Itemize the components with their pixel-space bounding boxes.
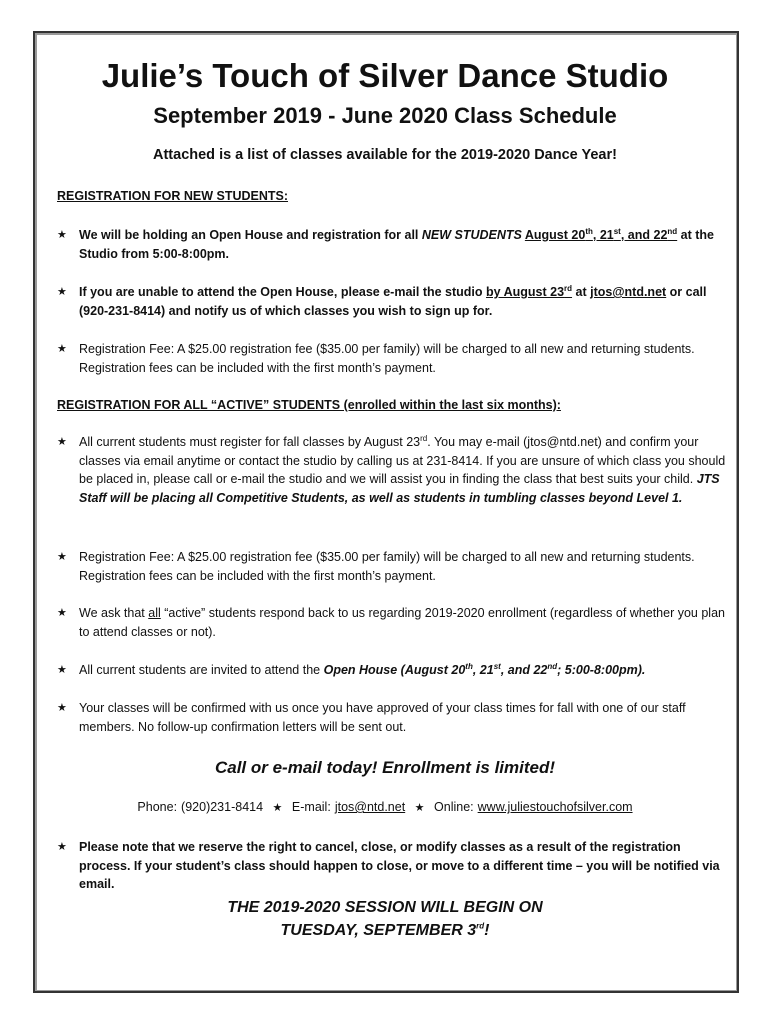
- new-students-bullet-email: [57, 283, 729, 320]
- intro-text: Attached is a list of classes available for the 2019-2020 Dance Year!: [153, 147, 617, 163]
- bullet-text: [79, 226, 729, 263]
- text-run: or call (920-231-8414) and notify us of which classes you wish to sign up for.: [79, 285, 707, 318]
- text-run: , and 22: [500, 663, 548, 677]
- star-bullet-icon: ★: [57, 229, 67, 241]
- text-run: all: [148, 606, 161, 620]
- page-subtitle: September 2019 - June 2020 Class Schedule: [153, 103, 617, 128]
- text-run: If you are unable to attend the Open House, please e-mail the studio: [79, 285, 487, 299]
- active-students-bullet-confirm: [57, 699, 729, 736]
- text-run: We will be holding an Open House and registration for all: [79, 228, 422, 242]
- active-students-heading: REGISTRATION FOR ALL “ACTIVE” STUDENTS (enrolled within the last six months):: [57, 398, 561, 412]
- open-house-dates: [324, 663, 646, 677]
- text-run: All current students are invited to attend the: [79, 663, 324, 677]
- notice-bullet: [57, 838, 729, 894]
- superscript: th: [465, 661, 473, 671]
- text-run: at: [572, 285, 591, 299]
- text-run: NEW STUDENTS: [421, 228, 522, 242]
- text-run: . You may e-mail (jtos@ntd.net) and confirm your classes via email anytime or contact the studio by calling us at 231-8414. If you are unsure of which class you should be placed in, please call or e-mail the studio and we will assist you in finding the class that best suits your child.: [79, 435, 726, 486]
- bullet-text: Registration Fee: A $25.00 registration fee ($35.00 per family) will be charged to all new and returning students. Registration fees can be included with the first month’s payment.: [79, 342, 695, 375]
- text-run: , 21: [592, 228, 614, 242]
- star-bullet-icon: ★: [57, 841, 67, 853]
- new-students-heading: REGISTRATION FOR NEW STUDENTS:: [57, 189, 289, 203]
- superscript: st: [613, 226, 621, 236]
- text-run: !: [484, 922, 490, 939]
- star-bullet-icon: ★: [57, 286, 67, 298]
- staff-placement-note: JTS Staff will be placing all Competitive Students, as well as students in tumbling classes beyond Level 1.: [79, 472, 720, 505]
- superscript: nd: [547, 661, 558, 671]
- superscript: rd: [420, 433, 428, 443]
- email-link[interactable]: jtos@ntd.net: [334, 800, 406, 814]
- new-students-bullet-open-house: [57, 226, 729, 263]
- superscript: nd: [667, 226, 678, 236]
- bullet-text: [79, 661, 729, 680]
- online-label: Online:: [434, 800, 474, 814]
- text-run: TUESDAY, SEPTEMBER 3: [280, 922, 477, 939]
- text-run: We ask that: [79, 606, 149, 620]
- website-link[interactable]: www.juliestouchofsilver.com: [477, 800, 633, 814]
- open-house-dates: [525, 228, 677, 242]
- phone-label: Phone:: [137, 800, 178, 814]
- bullet-text: Please note that we reserve the right to cancel, close, or modify classes as a result of the registration process. If your student’s class should happen to close, or move to a different time – you will be notified via email.: [79, 840, 720, 891]
- bullet-text: Your classes will be confirmed with us once you have approved of your class times for fall with one of our staff members. No follow-up confirmation letters will be sent out.: [79, 701, 686, 734]
- text-run: , and 22: [620, 228, 668, 242]
- deadline-date: [486, 285, 572, 299]
- star-separator-icon: ★: [414, 802, 425, 814]
- session-start-line1: THE 2019-2020 SESSION WILL BEGIN ON: [227, 899, 543, 916]
- call-to-action: Call or e-mail today! Enrollment is limited!: [214, 758, 556, 777]
- superscript: rd: [476, 921, 485, 931]
- text-run: August 20: [524, 228, 586, 242]
- bullet-text: [79, 604, 729, 641]
- bullet-text: Registration Fee: A $25.00 registration fee ($35.00 per family) will be charged to all new and returning students. Registration fees can be included with the first month’s payment.: [79, 550, 695, 583]
- bullet-text: [79, 283, 729, 320]
- active-students-bullet-open-house: [57, 661, 729, 680]
- page-title: Julie’s Touch of Silver Dance Studio: [101, 57, 669, 94]
- star-bullet-icon: ★: [57, 664, 67, 676]
- star-bullet-icon: ★: [57, 436, 67, 448]
- active-students-bullet-register: [57, 433, 729, 507]
- superscript: st: [493, 661, 501, 671]
- text-run: at the Studio from 5:00-8:00pm.: [79, 228, 714, 261]
- text-run: , 21: [472, 663, 494, 677]
- text-run: All current students must register for fall classes by August 23: [79, 435, 421, 449]
- star-separator-icon: ★: [272, 802, 283, 814]
- bullet-text: [79, 433, 729, 507]
- text-run: ; 5:00-8:00pm).: [557, 663, 646, 677]
- email-link[interactable]: jtos@ntd.net: [590, 285, 667, 299]
- email-label: E-mail:: [291, 800, 331, 814]
- star-bullet-icon: ★: [57, 607, 67, 619]
- star-bullet-icon: ★: [57, 551, 67, 563]
- session-start-line2: [0, 920, 770, 942]
- active-students-bullet-respond: [57, 604, 729, 641]
- active-students-bullet-fee: [57, 548, 729, 585]
- new-students-bullet-fee: [57, 340, 729, 377]
- star-bullet-icon: ★: [57, 702, 67, 714]
- superscript: rd: [564, 283, 573, 293]
- phone-number[interactable]: (920)231-8414: [181, 800, 264, 814]
- contact-line: [0, 799, 770, 816]
- text-run: Open House (August 20: [323, 663, 466, 677]
- star-bullet-icon: ★: [57, 343, 67, 355]
- text-run: “active” students respond back to us regarding 2019-2020 enrollment (regardless of whether you plan to attend classes or not).: [79, 606, 725, 639]
- text-run: by August 23: [486, 285, 565, 299]
- superscript: th: [585, 226, 593, 236]
